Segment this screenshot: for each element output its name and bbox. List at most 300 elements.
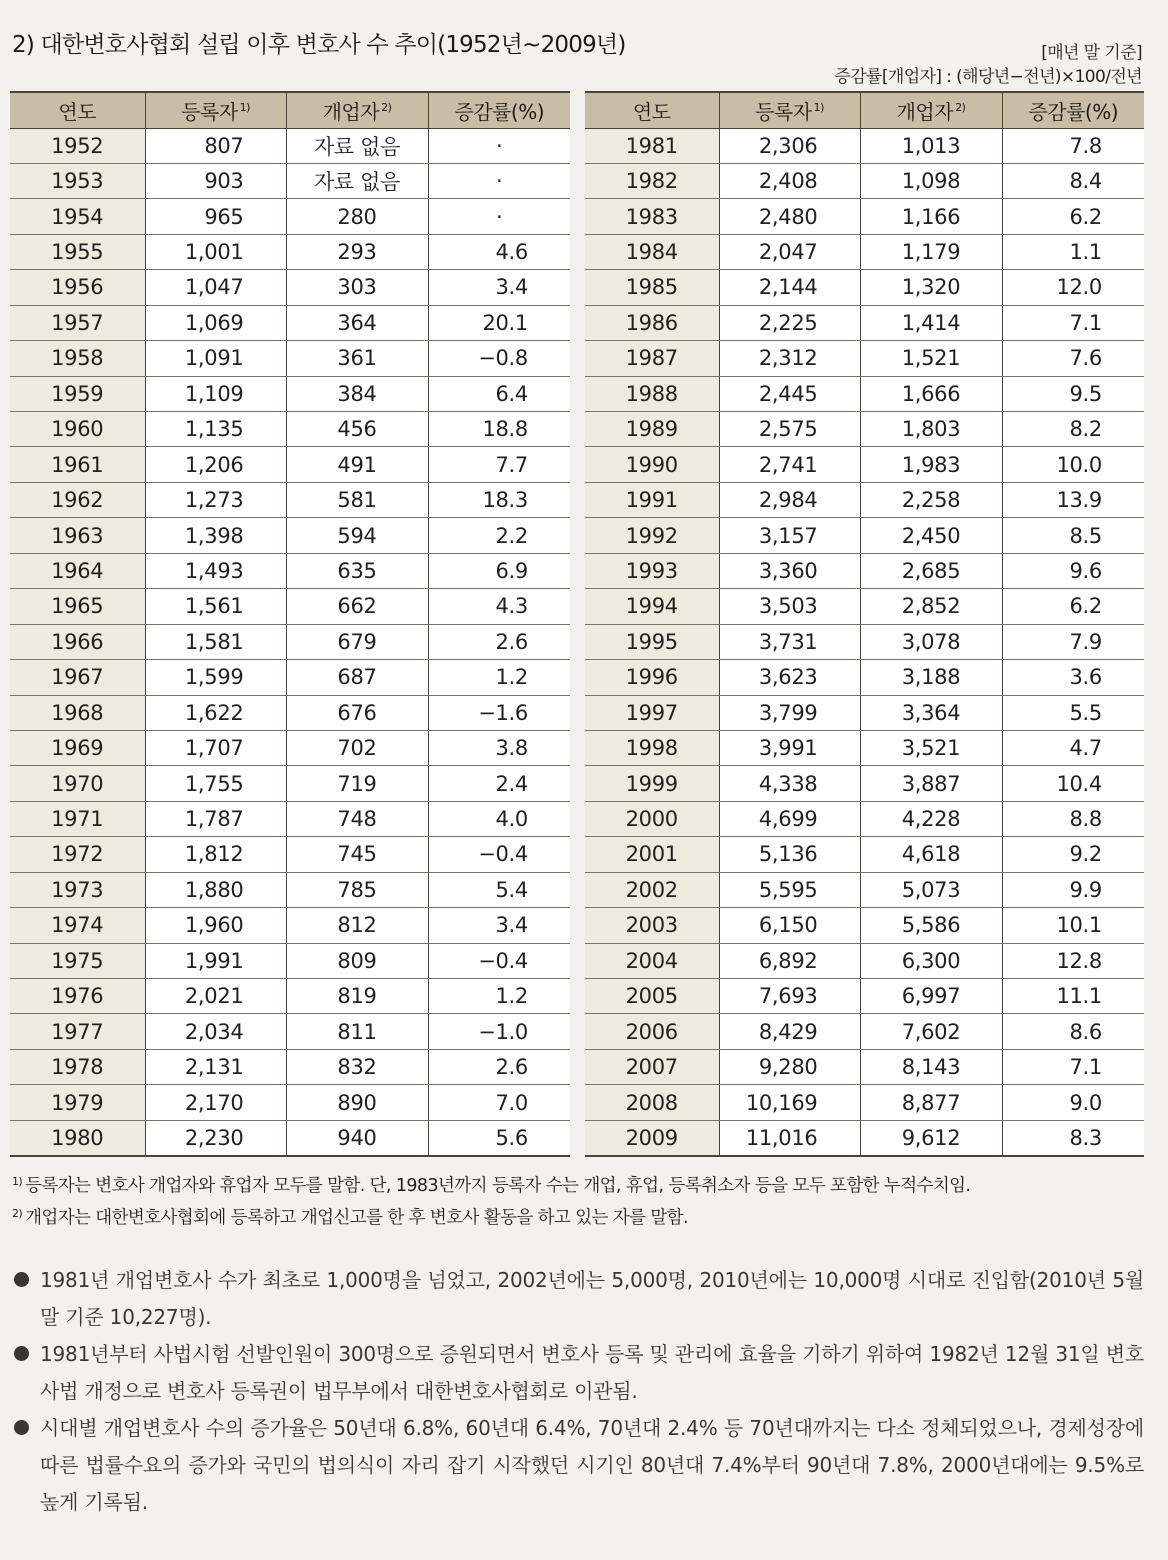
table-row [585, 1085, 1144, 1120]
year-cell: 1996 [585, 660, 719, 695]
year-cell: 1958 [10, 341, 145, 376]
rate-cell: · [428, 199, 570, 234]
rate-cell: 6.4 [428, 376, 570, 411]
table-row [10, 837, 570, 872]
rate-cell: 3.8 [428, 730, 570, 765]
rate-cell: −0.8 [428, 341, 570, 376]
registered-cell: 1,135 [145, 412, 286, 447]
registered-cell: 3,623 [719, 660, 860, 695]
registered-cell: 2,984 [719, 482, 860, 517]
year-cell: 1963 [10, 518, 145, 553]
table-row [10, 1049, 570, 1084]
year-cell: 1972 [10, 837, 145, 872]
practicing-cell: 8,877 [860, 1085, 1002, 1120]
registered-column-header: 등록자 $^{1)}$ [719, 92, 860, 128]
year-cell: 2009 [585, 1120, 719, 1155]
rate-cell: 7.6 [1002, 341, 1144, 376]
table-row [10, 199, 570, 234]
table-row [10, 589, 570, 624]
rate-cell: −1.6 [428, 695, 570, 730]
practicing-cell: 9,612 [860, 1120, 1002, 1155]
registered-cell: 5,595 [719, 872, 860, 907]
practicing-cell: 1,666 [860, 376, 1002, 411]
rate-cell: 8.5 [1002, 518, 1144, 553]
rate-cell: −0.4 [428, 837, 570, 872]
rate-cell: 8.6 [1002, 1014, 1144, 1049]
year-cell: 1957 [10, 305, 145, 340]
practicing-cell: 456 [286, 412, 428, 447]
year-cell: 1967 [10, 660, 145, 695]
practicing-cell: 1,414 [860, 305, 1002, 340]
rate-cell: 6.2 [1002, 589, 1144, 624]
practicing-cell: 1,803 [860, 412, 1002, 447]
table-row [10, 1014, 570, 1049]
year-cell: 1959 [10, 376, 145, 411]
practicing-cell: 5,073 [860, 872, 1002, 907]
table-row [585, 234, 1144, 269]
practicing-cell: 7,602 [860, 1014, 1002, 1049]
table-row [585, 341, 1144, 376]
practicing-cell: 2,450 [860, 518, 1002, 553]
footnote-1: $^{1)}$ 등록자는 변호사 개업자와 휴업자 모두를 말함. 단, 1983년까지 등록자 수는 개업, 휴업, 등록취소자 등을 모두 포함한 누적수치임. [12, 1175, 971, 1196]
practicing-cell: 1,098 [860, 163, 1002, 198]
table-row [585, 553, 1144, 588]
table-row [585, 589, 1144, 624]
registered-cell: 1,206 [145, 447, 286, 482]
practicing-cell: 6,300 [860, 943, 1002, 978]
table-row [585, 660, 1144, 695]
rate-cell: 3.4 [428, 908, 570, 943]
rate-cell: 8.2 [1002, 412, 1144, 447]
rate-cell: 13.9 [1002, 482, 1144, 517]
rate-cell: 7.7 [428, 447, 570, 482]
table-row [10, 730, 570, 765]
rate-cell: 20.1 [428, 305, 570, 340]
rate-cell: 2.6 [428, 624, 570, 659]
registered-cell: 2,741 [719, 447, 860, 482]
registered-cell: 3,799 [719, 695, 860, 730]
table-row [585, 482, 1144, 517]
practicing-cell: 3,887 [860, 766, 1002, 801]
rate-column-header: 증감률(%) [1002, 92, 1144, 128]
registered-cell: 2,021 [145, 979, 286, 1014]
page-title: 2) 대한변호사협회 설립 이후 변호사 수 추이(1952년~2009년) [12, 32, 626, 58]
rate-cell: 1.1 [1002, 234, 1144, 269]
practicing-cell: 8,143 [860, 1049, 1002, 1084]
table-row [585, 305, 1144, 340]
rate-cell: 6.2 [1002, 199, 1144, 234]
table-row [585, 943, 1144, 978]
bullet-item: 1981년 개업변호사 수가 최초로 1,000명을 넘었고, 2002년에는 5,000명, 2010년에는 10,000명 시대로 진입함(2010년 5월 말 기준 10,227명). [14, 1262, 1144, 1336]
registered-cell: 1,755 [145, 766, 286, 801]
table-row [585, 1120, 1144, 1155]
registered-cell: 1,707 [145, 730, 286, 765]
table-row [585, 376, 1144, 411]
table-row [585, 1014, 1144, 1049]
rate-cell: 11.1 [1002, 979, 1144, 1014]
table-row [10, 234, 570, 269]
rate-cell: 8.4 [1002, 163, 1144, 198]
registered-cell: 1,047 [145, 270, 286, 305]
practicing-cell: 4,228 [860, 801, 1002, 836]
lawyer-table-right [585, 91, 1144, 1157]
practicing-cell: 1,013 [860, 128, 1002, 163]
table-header-row [585, 92, 1144, 128]
practicing-cell: 4,618 [860, 837, 1002, 872]
year-cell: 1989 [585, 412, 719, 447]
practicing-column-header: 개업자 $^{2)}$ [286, 92, 428, 128]
footnote-2: $^{2)}$ 개업자는 대한변호사협회에 등록하고 개업신고를 한 후 변호사 활동을 하고 있는 자를 말함. [12, 1207, 688, 1228]
year-cell: 1960 [10, 412, 145, 447]
year-cell: 1952 [10, 128, 145, 163]
year-cell: 1986 [585, 305, 719, 340]
rate-cell: · [428, 128, 570, 163]
table-row [585, 1049, 1144, 1084]
rate-cell: 5.5 [1002, 695, 1144, 730]
year-cell: 1976 [10, 979, 145, 1014]
year-cell: 1981 [585, 128, 719, 163]
practicing-cell: 491 [286, 447, 428, 482]
table-row [10, 412, 570, 447]
table-header-row [10, 92, 570, 128]
year-cell: 1991 [585, 482, 719, 517]
year-cell: 1997 [585, 695, 719, 730]
registered-cell: 1,960 [145, 908, 286, 943]
rate-cell: 9.6 [1002, 553, 1144, 588]
table-row [10, 376, 570, 411]
year-cell: 1970 [10, 766, 145, 801]
registered-cell: 2,445 [719, 376, 860, 411]
rate-cell: 3.4 [428, 270, 570, 305]
year-cell: 2006 [585, 1014, 719, 1049]
registered-cell: 1,561 [145, 589, 286, 624]
year-cell: 1964 [10, 553, 145, 588]
registered-cell: 3,731 [719, 624, 860, 659]
practicing-cell: 702 [286, 730, 428, 765]
year-cell: 1993 [585, 553, 719, 588]
practicing-cell: 890 [286, 1085, 428, 1120]
year-cell: 1956 [10, 270, 145, 305]
table-row [585, 624, 1144, 659]
registered-cell: 1,622 [145, 695, 286, 730]
table-row [10, 482, 570, 517]
table-row [585, 128, 1144, 163]
year-cell: 1966 [10, 624, 145, 659]
practicing-cell: 2,258 [860, 482, 1002, 517]
practicing-cell: 679 [286, 624, 428, 659]
table-row [585, 695, 1144, 730]
registered-cell: 3,157 [719, 518, 860, 553]
registered-cell: 2,312 [719, 341, 860, 376]
table-row [10, 341, 570, 376]
table-row [10, 1085, 570, 1120]
rate-cell: 1.2 [428, 660, 570, 695]
table-row [10, 447, 570, 482]
year-column-header: 연도 [10, 92, 145, 128]
rate-cell: 2.2 [428, 518, 570, 553]
registered-cell: 2,170 [145, 1085, 286, 1120]
year-cell: 1954 [10, 199, 145, 234]
year-cell: 1994 [585, 589, 719, 624]
registered-cell: 2,306 [719, 128, 860, 163]
table-row [585, 270, 1144, 305]
rate-cell: 9.0 [1002, 1085, 1144, 1120]
table-row [10, 270, 570, 305]
practicing-cell: 3,364 [860, 695, 1002, 730]
registered-cell: 1,493 [145, 553, 286, 588]
year-cell: 1990 [585, 447, 719, 482]
table-row [585, 979, 1144, 1014]
rate-cell: −1.0 [428, 1014, 570, 1049]
year-cell: 1988 [585, 376, 719, 411]
practicing-cell: 812 [286, 908, 428, 943]
year-cell: 1953 [10, 163, 145, 198]
table-row [585, 199, 1144, 234]
table-row [585, 518, 1144, 553]
rate-cell: 9.9 [1002, 872, 1144, 907]
year-cell: 2005 [585, 979, 719, 1014]
bullet-dot-icon [14, 1346, 29, 1361]
rate-cell: 9.5 [1002, 376, 1144, 411]
registered-cell: 1,991 [145, 943, 286, 978]
practicing-cell: 745 [286, 837, 428, 872]
registered-cell: 10,169 [719, 1085, 860, 1120]
practicing-cell: 940 [286, 1120, 428, 1155]
registered-cell: 965 [145, 199, 286, 234]
registered-cell: 903 [145, 163, 286, 198]
registered-cell: 1,787 [145, 801, 286, 836]
table-row [10, 305, 570, 340]
table-row [10, 801, 570, 836]
rate-cell: 10.0 [1002, 447, 1144, 482]
year-cell: 1979 [10, 1085, 145, 1120]
table-row [10, 872, 570, 907]
year-cell: 1987 [585, 341, 719, 376]
rate-cell: 5.6 [428, 1120, 570, 1155]
rate-cell: 7.9 [1002, 624, 1144, 659]
rate-cell: 4.3 [428, 589, 570, 624]
practicing-cell: 809 [286, 943, 428, 978]
rate-cell: 8.3 [1002, 1120, 1144, 1155]
practicing-cell: 1,179 [860, 234, 1002, 269]
rate-cell: 9.2 [1002, 837, 1144, 872]
year-column-header: 연도 [585, 92, 719, 128]
practicing-cell: 361 [286, 341, 428, 376]
registered-column-header: 등록자 $^{1)}$ [145, 92, 286, 128]
table-row [10, 766, 570, 801]
registered-cell: 2,230 [145, 1120, 286, 1155]
year-cell: 1965 [10, 589, 145, 624]
rate-cell: 7.8 [1002, 128, 1144, 163]
table-row [585, 412, 1144, 447]
registered-cell: 2,047 [719, 234, 860, 269]
registered-cell: 2,225 [719, 305, 860, 340]
table-row [10, 128, 570, 163]
practicing-cell: 594 [286, 518, 428, 553]
year-cell: 1982 [585, 163, 719, 198]
practicing-cell: 687 [286, 660, 428, 695]
year-cell: 1971 [10, 801, 145, 836]
year-cell: 1995 [585, 624, 719, 659]
year-cell: 1969 [10, 730, 145, 765]
registered-cell: 1,398 [145, 518, 286, 553]
practicing-cell: 819 [286, 979, 428, 1014]
registered-cell: 3,360 [719, 553, 860, 588]
table-row [10, 553, 570, 588]
year-cell: 1978 [10, 1049, 145, 1084]
rate-cell: 7.1 [1002, 1049, 1144, 1084]
bullet-dot-icon [14, 1420, 29, 1435]
registered-cell: 2,144 [719, 270, 860, 305]
practicing-cell: 6,997 [860, 979, 1002, 1014]
rate-cell: 10.4 [1002, 766, 1144, 801]
rate-cell: 4.0 [428, 801, 570, 836]
practicing-cell: 280 [286, 199, 428, 234]
rate-cell: 4.7 [1002, 730, 1144, 765]
registered-cell: 8,429 [719, 1014, 860, 1049]
registered-cell: 11,016 [719, 1120, 860, 1155]
practicing-cell: 303 [286, 270, 428, 305]
formula-note: 증감률[개업자] : (해당년−전년)×100/전년 [834, 67, 1142, 87]
rate-cell: 4.6 [428, 234, 570, 269]
registered-cell: 4,699 [719, 801, 860, 836]
practicing-cell: 785 [286, 872, 428, 907]
year-cell: 1985 [585, 270, 719, 305]
practicing-cell: 1,166 [860, 199, 1002, 234]
table-row [585, 766, 1144, 801]
practicing-cell: 1,320 [860, 270, 1002, 305]
registered-cell: 3,503 [719, 589, 860, 624]
registered-cell: 2,480 [719, 199, 860, 234]
registered-cell: 1,812 [145, 837, 286, 872]
registered-cell: 9,280 [719, 1049, 860, 1084]
year-cell: 1992 [585, 518, 719, 553]
rate-cell: 12.8 [1002, 943, 1144, 978]
registered-cell: 1,273 [145, 482, 286, 517]
year-cell: 2003 [585, 908, 719, 943]
practicing-cell: 3,188 [860, 660, 1002, 695]
registered-cell: 3,991 [719, 730, 860, 765]
year-cell: 2004 [585, 943, 719, 978]
year-cell: 1974 [10, 908, 145, 943]
year-cell: 1998 [585, 730, 719, 765]
table-row [585, 163, 1144, 198]
table-row [10, 908, 570, 943]
practicing-cell: 676 [286, 695, 428, 730]
rate-cell: 5.4 [428, 872, 570, 907]
practicing-cell: 5,586 [860, 908, 1002, 943]
table-row [10, 695, 570, 730]
registered-cell: 2,034 [145, 1014, 286, 1049]
rate-cell: 12.0 [1002, 270, 1144, 305]
rate-column-header: 증감률(%) [428, 92, 570, 128]
registered-cell: 7,693 [719, 979, 860, 1014]
year-cell: 1984 [585, 234, 719, 269]
registered-cell: 1,880 [145, 872, 286, 907]
practicing-cell: 832 [286, 1049, 428, 1084]
year-cell: 2000 [585, 801, 719, 836]
rate-cell: −0.4 [428, 943, 570, 978]
practicing-cell: 자료 없음 [286, 128, 428, 163]
registered-cell: 1,109 [145, 376, 286, 411]
year-cell: 2001 [585, 837, 719, 872]
table-row [10, 943, 570, 978]
rate-cell: 18.8 [428, 412, 570, 447]
practicing-column-header: 개업자 $^{2)}$ [860, 92, 1002, 128]
table-row [10, 163, 570, 198]
rate-cell: 2.6 [428, 1049, 570, 1084]
year-cell: 1968 [10, 695, 145, 730]
practicing-cell: 자료 없음 [286, 163, 428, 198]
year-cell: 1977 [10, 1014, 145, 1049]
rate-cell: · [428, 163, 570, 198]
table-row [10, 660, 570, 695]
registered-cell: 2,131 [145, 1049, 286, 1084]
practicing-cell: 3,078 [860, 624, 1002, 659]
summary-bullets [14, 1262, 1144, 1521]
registered-cell: 1,599 [145, 660, 286, 695]
practicing-cell: 364 [286, 305, 428, 340]
lawyer-table-left [10, 91, 570, 1157]
rate-cell: 10.1 [1002, 908, 1144, 943]
practicing-cell: 811 [286, 1014, 428, 1049]
rate-cell: 6.9 [428, 553, 570, 588]
rate-cell: 8.8 [1002, 801, 1144, 836]
year-cell: 1975 [10, 943, 145, 978]
rate-cell: 7.0 [428, 1085, 570, 1120]
registered-cell: 1,091 [145, 341, 286, 376]
registered-cell: 6,150 [719, 908, 860, 943]
year-cell: 1999 [585, 766, 719, 801]
year-cell: 1955 [10, 234, 145, 269]
table-row [585, 908, 1144, 943]
registered-cell: 1,001 [145, 234, 286, 269]
rate-cell: 1.2 [428, 979, 570, 1014]
rate-cell: 7.1 [1002, 305, 1144, 340]
practicing-cell: 3,521 [860, 730, 1002, 765]
practicing-cell: 635 [286, 553, 428, 588]
rate-cell: 3.6 [1002, 660, 1144, 695]
bullet-item: 시대별 개업변호사 수의 증가율은 50년대 6.8%, 60년대 6.4%, 70년대 2.4% 등 70년대까지는 다소 정체되었으나, 경제성장에 따른 법률수요의 증가와 국민의 법의식이 자리 잡기 시작했던 시기인 80년대 7.4%부터 90년대 7.8%, 2000년대에는 9.5%로 높게 기록됨. [14, 1410, 1144, 1521]
table-row [585, 730, 1144, 765]
registered-cell: 6,892 [719, 943, 860, 978]
year-cell: 1983 [585, 199, 719, 234]
registered-cell: 807 [145, 128, 286, 163]
year-cell: 1961 [10, 447, 145, 482]
practicing-cell: 1,983 [860, 447, 1002, 482]
year-cell: 1962 [10, 482, 145, 517]
table-row [585, 447, 1144, 482]
basis-note: [매년 말 기준] [1041, 43, 1142, 63]
year-cell: 1980 [10, 1120, 145, 1155]
year-cell: 2002 [585, 872, 719, 907]
year-cell: 2007 [585, 1049, 719, 1084]
registered-cell: 5,136 [719, 837, 860, 872]
bullet-item: 1981년부터 사법시험 선발인원이 300명으로 증원되면서 변호사 등록 및 관리에 효율을 기하기 위하여 1982년 12월 31일 변호사법 개정으로 변호사 등록권이 법무부에서 대한변호사협회로 이관됨. [14, 1336, 1144, 1410]
registered-cell: 4,338 [719, 766, 860, 801]
year-cell: 1973 [10, 872, 145, 907]
practicing-cell: 384 [286, 376, 428, 411]
table-row [10, 979, 570, 1014]
practicing-cell: 2,852 [860, 589, 1002, 624]
rate-cell: 2.4 [428, 766, 570, 801]
table-row [10, 518, 570, 553]
registered-cell: 2,408 [719, 163, 860, 198]
practicing-cell: 748 [286, 801, 428, 836]
practicing-cell: 293 [286, 234, 428, 269]
table-row [585, 801, 1144, 836]
table-row [10, 1120, 570, 1155]
